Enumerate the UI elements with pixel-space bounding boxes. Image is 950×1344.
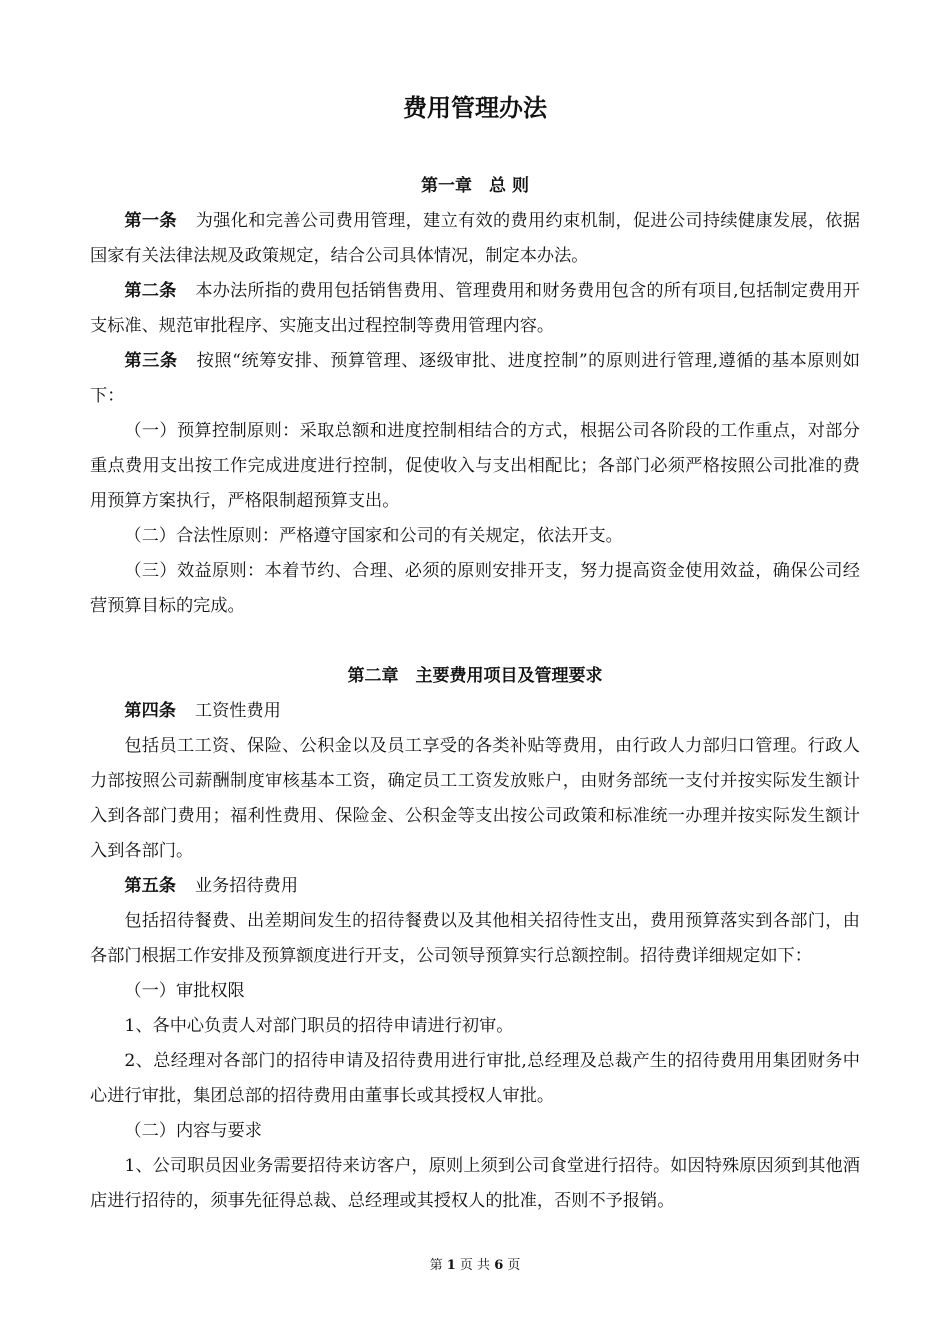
article-text: 工资性费用 [194, 701, 281, 721]
footer-suffix: 页 [507, 1258, 521, 1273]
article-label: 第二条 [124, 281, 177, 301]
article-label: 第五条 [124, 876, 176, 896]
document-body [90, 88, 860, 1219]
footer-middle: 页 共 [459, 1258, 491, 1273]
paragraph: 1、各中心负责人对部门职员的招待申请进行初审。 [124, 1016, 514, 1036]
article-text: 业务招待费用 [194, 876, 299, 896]
article-label: 第四条 [124, 701, 176, 721]
page-total: 6 [494, 1258, 504, 1273]
article-3 [90, 344, 860, 414]
article-4 [90, 694, 860, 729]
document-title: 费用管理办法 [403, 93, 547, 122]
subheading: （一）审批权限 [124, 981, 245, 1001]
paragraph: （二）合法性原则：严格遵守国家和公司的有关规定，依法开支。 [124, 526, 623, 546]
page-number: 1 [446, 1258, 456, 1273]
paragraph: 2、总经理对各部门的招待申请及招待费用进行审批,总经理及总裁产生的招待费用用集团财务中心进行审批，集团总部的招待费用由董事长或其授权人审批。 [90, 1051, 860, 1106]
article-1 [90, 204, 860, 274]
chapter-heading-1: 第一章 总 则 [421, 176, 529, 196]
paragraph: 1、公司职员因业务需要招待来访客户，原则上须到公司食堂进行招待。如因特殊原因须到其他酒店进行招待的，须事先征得总裁、总经理或其授权人的批准，否则不予报销。 [90, 1156, 860, 1211]
article-text: 本办法所指的费用包括销售费用、管理费用和财务费用包含的所有项目,包括制定费用开支标准、规范审批程序、实施支出过程控制等费用管理内容。 [90, 281, 860, 336]
subheading: （二）内容与要求 [124, 1121, 262, 1141]
article-text: 按照“统筹安排、预算管理、逐级审批、进度控制”的原则进行管理,遵循的基本原则如下： [90, 351, 860, 406]
article-2 [90, 274, 860, 344]
footer-prefix: 第 [429, 1258, 443, 1273]
page-footer [0, 1256, 950, 1276]
article-label: 第一条 [124, 211, 177, 231]
paragraph: 包括招待餐费、出差期间发生的招待餐费以及其他相关招待性支出，费用预算落实到各部门，由各部门根据工作安排及预算额度进行开支，公司领导预算实行总额控制。招待费详细规定如下： [90, 911, 860, 966]
article-text: 为强化和完善公司费用管理，建立有效的费用约束机制，促进公司持续健康发展，依据国家有关法律法规及政策规定，结合公司具体情况，制定本办法。 [90, 211, 860, 266]
article-5 [90, 869, 860, 904]
paragraph: 包括员工工资、保险、公积金以及员工享受的各类补贴等费用，由行政人力部归口管理。行政人力部按照公司薪酬制度审核基本工资，确定员工工资发放账户，由财务部统一支付并按实际发生额计入到各部门费用；福利性费用、保险金、公积金等支出按公司政策和标准统一办理并按实际发生额计入到各部门。 [90, 736, 860, 861]
chapter-heading-2: 第二章 主要费用项目及管理要求 [347, 666, 603, 686]
paragraph: （三）效益原则：本着节约、合理、必须的原则安排开支，努力提高资金使用效益，确保公司经营预算目标的完成。 [90, 561, 860, 616]
paragraph: （一）预算控制原则：采取总额和进度控制相结合的方式，根据公司各阶段的工作重点，对部分重点费用支出按工作完成进度进行控制，促使收入与支出相配比；各部门必须严格按照公司批准的费用预算方案执行，严格限制超预算支出。 [90, 421, 860, 511]
article-label: 第三条 [124, 351, 178, 371]
